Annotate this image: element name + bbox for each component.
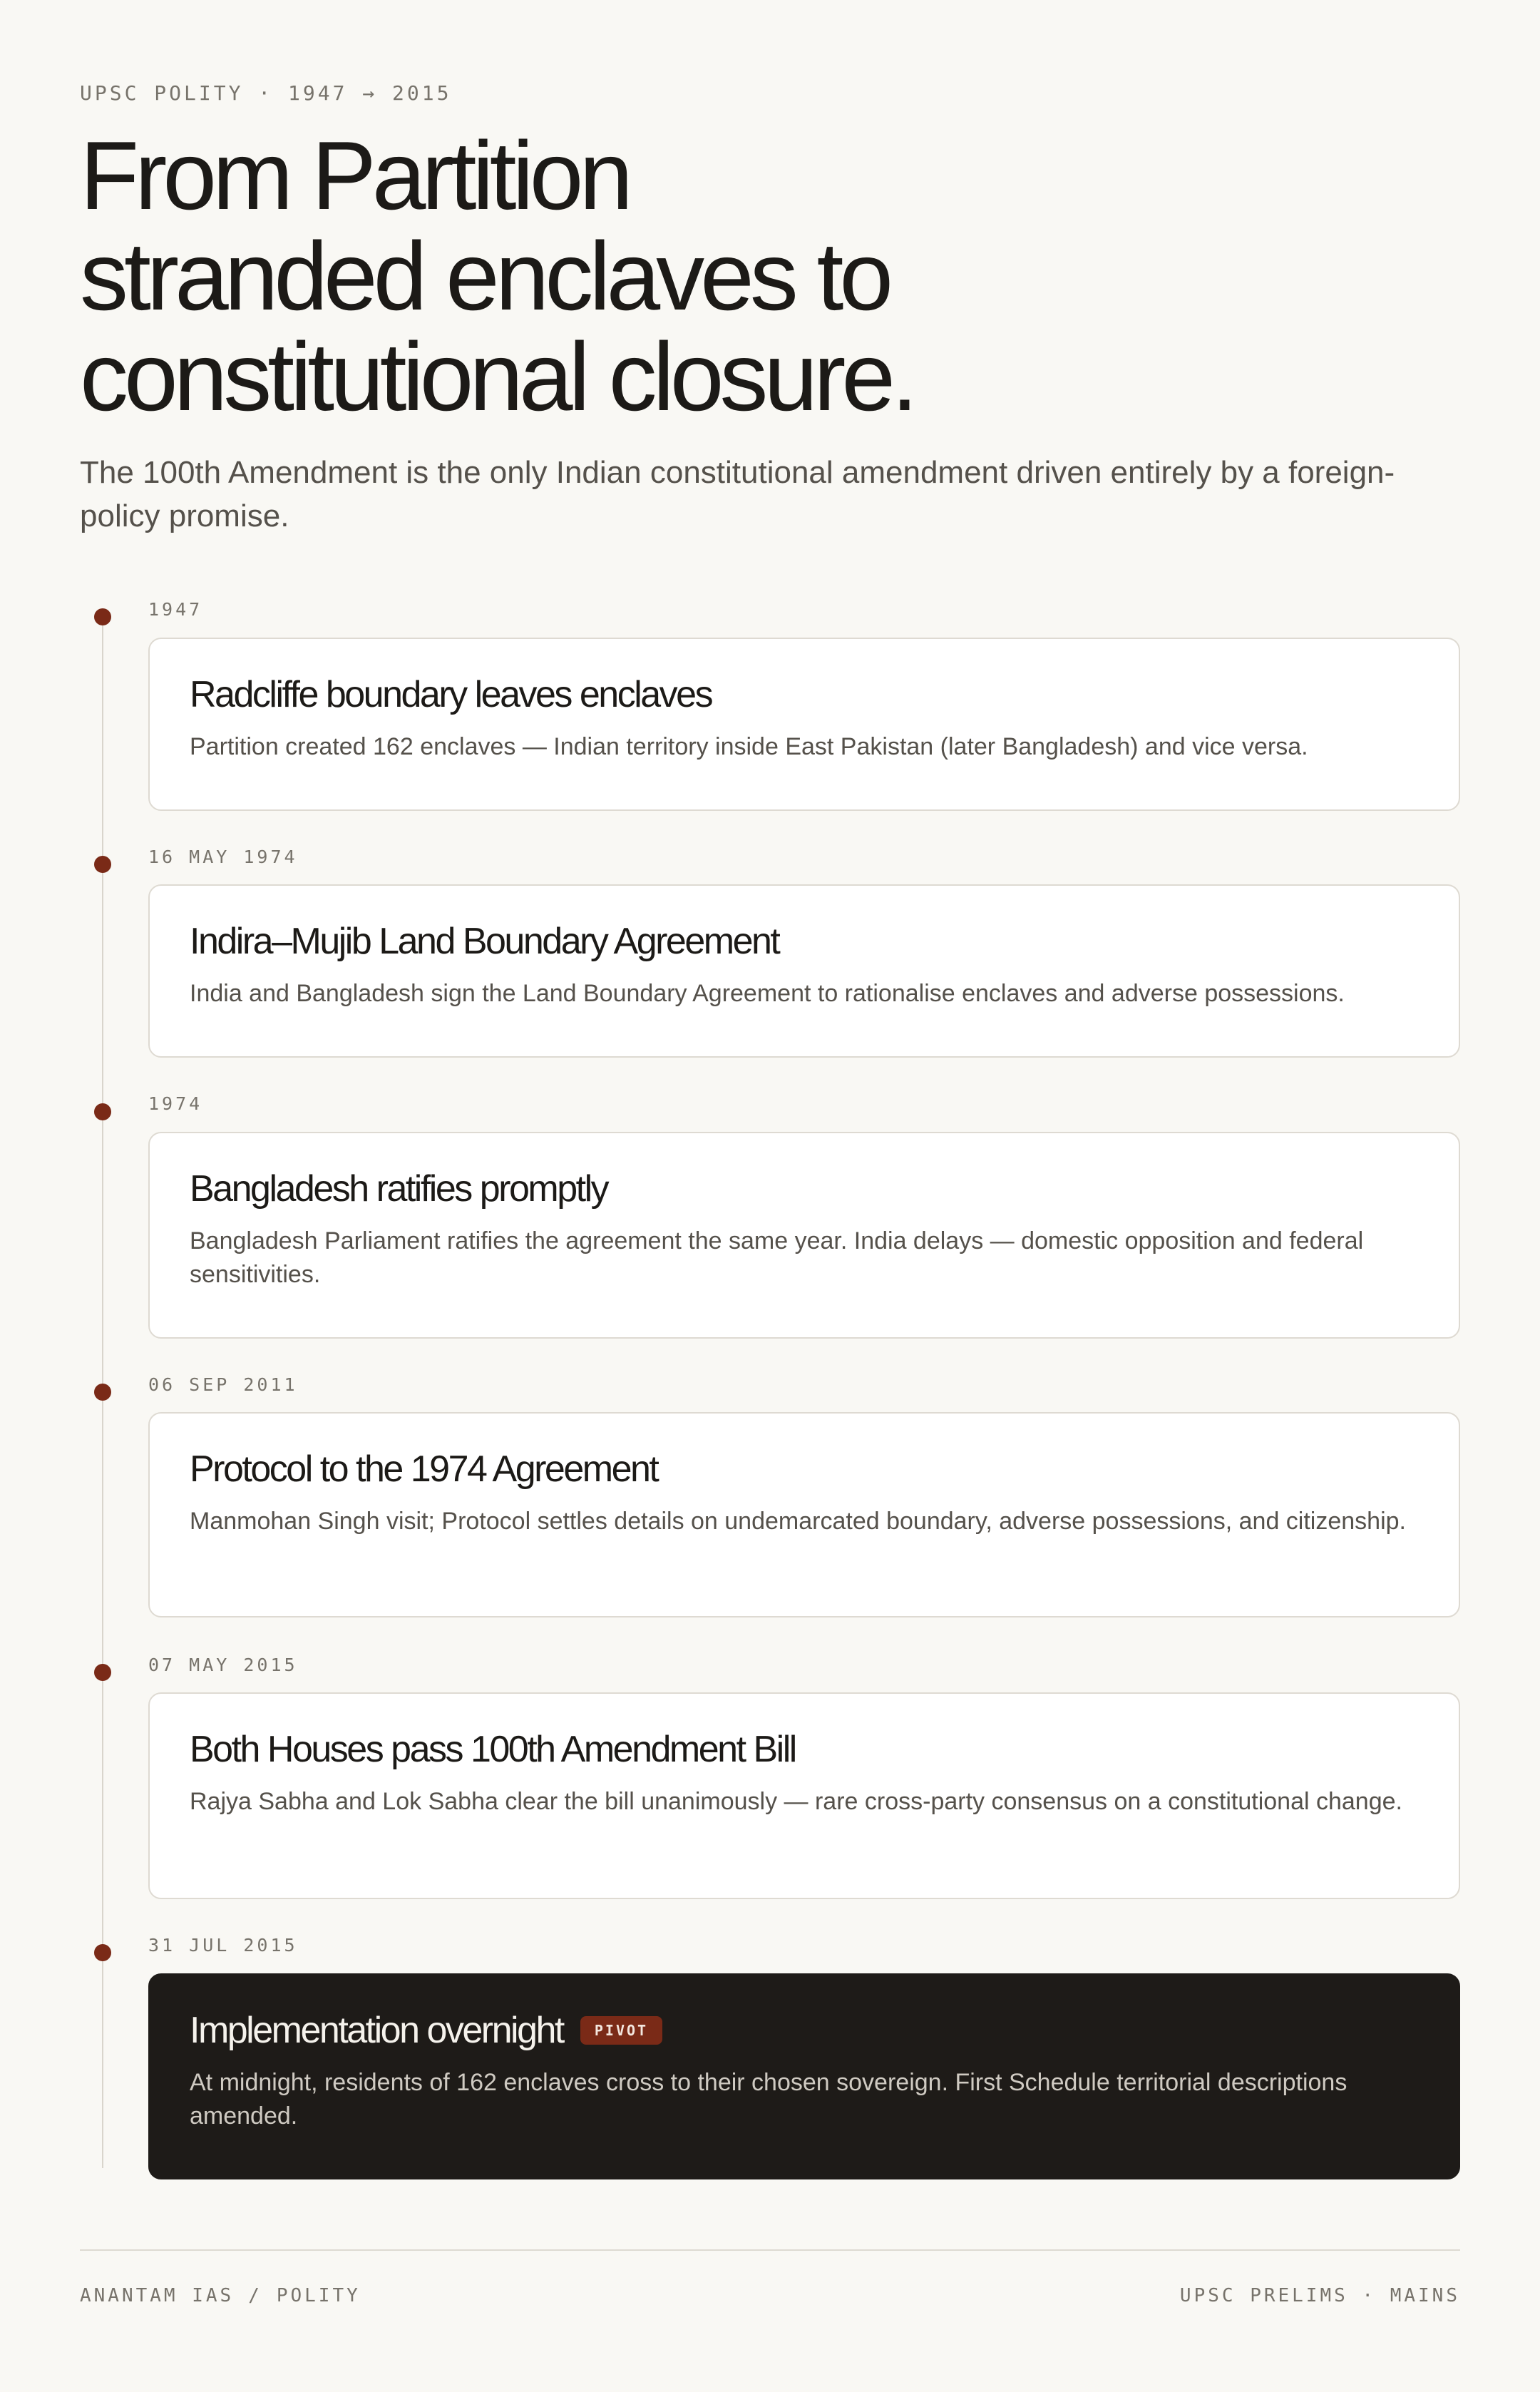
timeline-dot [94, 1384, 111, 1401]
footer-brand: ANANTAM IAS [80, 2285, 235, 2306]
event-date: 16 MAY 1974 [148, 847, 298, 867]
event-title-row [190, 920, 1419, 963]
event-title: Both Houses pass 100th Amendment Bill [190, 1729, 796, 1770]
event-title-row [190, 2009, 1419, 2052]
event-description: Bangladesh Parliament ratifies the agreement the same year. India delays — domestic opposition and federal sensitivities. [190, 1227, 1364, 1288]
timeline-dot [94, 1664, 111, 1681]
footer-divider [80, 2249, 1460, 2251]
event-title-row [190, 673, 1419, 716]
event-description: At midnight, residents of 162 enclaves cross to their chosen sovereign. First Schedule territorial descriptions amended. [190, 2069, 1348, 2130]
headline-line-1: From Partition [80, 121, 629, 230]
footer-separator: / [248, 2285, 262, 2306]
timeline-dot [94, 608, 111, 625]
event-date: 1947 [148, 599, 203, 620]
event-card-pivot [148, 1973, 1460, 2179]
event-description: Manmohan Singh visit; Protocol settles details on undemarcated boundary, adverse possessions, and citizenship. [190, 1508, 1406, 1535]
event-description: Rajya Sabha and Lok Sabha clear the bill unanimously — rare cross-party consensus on a constitutional change. [190, 1788, 1402, 1815]
timeline-dot [94, 856, 111, 873]
event-description: Partition created 162 enclaves — Indian territory inside East Pakistan (later Bangladesh) and vice versa. [190, 733, 1308, 760]
timeline [80, 0, 1460, 2392]
event-title-row [190, 1167, 1419, 1210]
event-card [148, 1692, 1460, 1899]
event-card [148, 1412, 1460, 1617]
event-title: Protocol to the 1974 Agreement [190, 1448, 658, 1490]
event-date: 06 SEP 2011 [148, 1374, 298, 1395]
event-description: India and Bangladesh sign the Land Boundary Agreement to rationalise enclaves and adverse possessions. [190, 980, 1345, 1007]
eyebrow: UPSC POLITY · 1947 → 2015 [80, 81, 452, 105]
event-date: 07 MAY 2015 [148, 1655, 298, 1675]
event-title-row [190, 1728, 1419, 1771]
event-title-row [190, 1448, 1419, 1491]
pivot-badge: PIVOT [580, 2016, 662, 2045]
event-title: Implementation overnight [190, 2010, 563, 2051]
timeline-dot [94, 1944, 111, 1961]
event-date: 31 JUL 2015 [148, 1935, 298, 1956]
event-card [148, 1132, 1460, 1339]
headline-line-2: stranded enclaves to [80, 222, 890, 330]
headline-line-3: constitutional closure. [80, 322, 914, 431]
event-title: Bangladesh ratifies promptly [190, 1168, 608, 1210]
event-title: Indira–Mujib Land Boundary Agreement [190, 921, 779, 962]
footer-breadcrumb [80, 2285, 361, 2306]
event-card [148, 884, 1460, 1058]
event-card [148, 638, 1460, 811]
footer-section: POLITY [276, 2285, 361, 2306]
footer-tag: UPSC PRELIMS · MAINS [1179, 2285, 1460, 2306]
timeline-dot [94, 1103, 111, 1120]
event-date: 1974 [148, 1093, 203, 1114]
event-title: Radcliffe boundary leaves enclaves [190, 674, 712, 715]
subhead: The 100th Amendment is the only Indian constitutional amendment driven entirely by a foreign-policy promise. [80, 455, 1395, 533]
